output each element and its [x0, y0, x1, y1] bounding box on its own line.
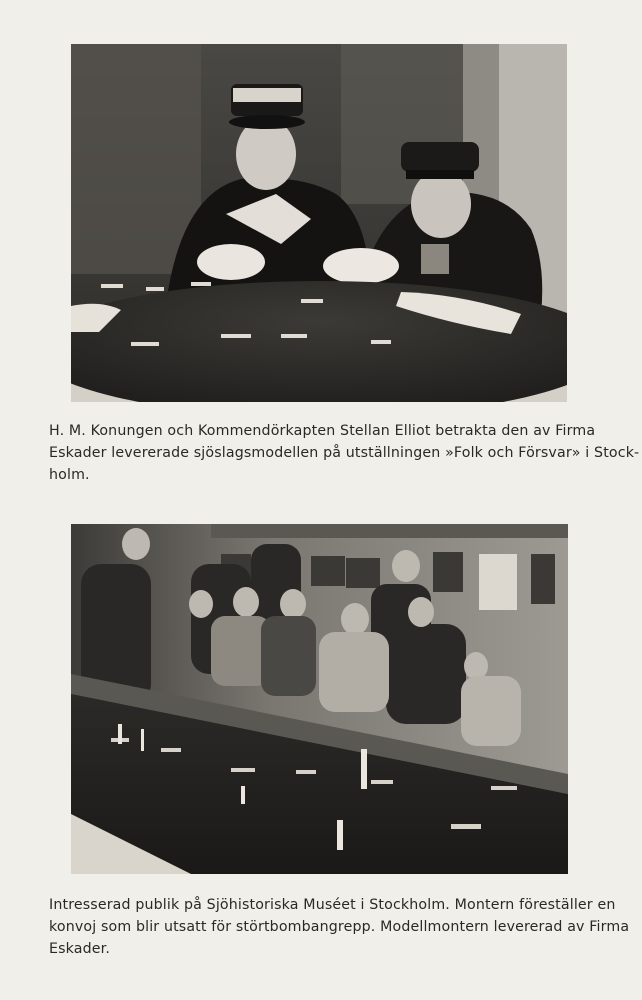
caption-2-line-1: Intresserad publik på Sjöhistoriska Muséet i Stockholm. Montern föreställer en: [49, 897, 616, 913]
caption-1-line-1: H. M. Konungen och Kommendörkapten Stellan Elliot betrakta den av Firma: [49, 423, 596, 439]
caption-1-line-2: Eskader levererade sjöslagsmodellen på utställningen »Folk och Försvar» i Stock-: [49, 445, 640, 461]
caption-1-line-3: holm.: [49, 467, 90, 483]
photo-1-image: [71, 44, 567, 402]
caption-2-line-2: konvoj som blir utsatt för störtbombangrepp. Modellmontern levererad av Firma: [49, 919, 630, 935]
photo-naval-battle-model: [71, 44, 567, 402]
caption-photo-1: [49, 420, 640, 486]
photo-museum-audience: [71, 524, 568, 874]
caption-photo-2: [49, 894, 630, 960]
caption-2-line-3: Eskader.: [49, 941, 110, 957]
photo-2-image: [71, 524, 568, 874]
